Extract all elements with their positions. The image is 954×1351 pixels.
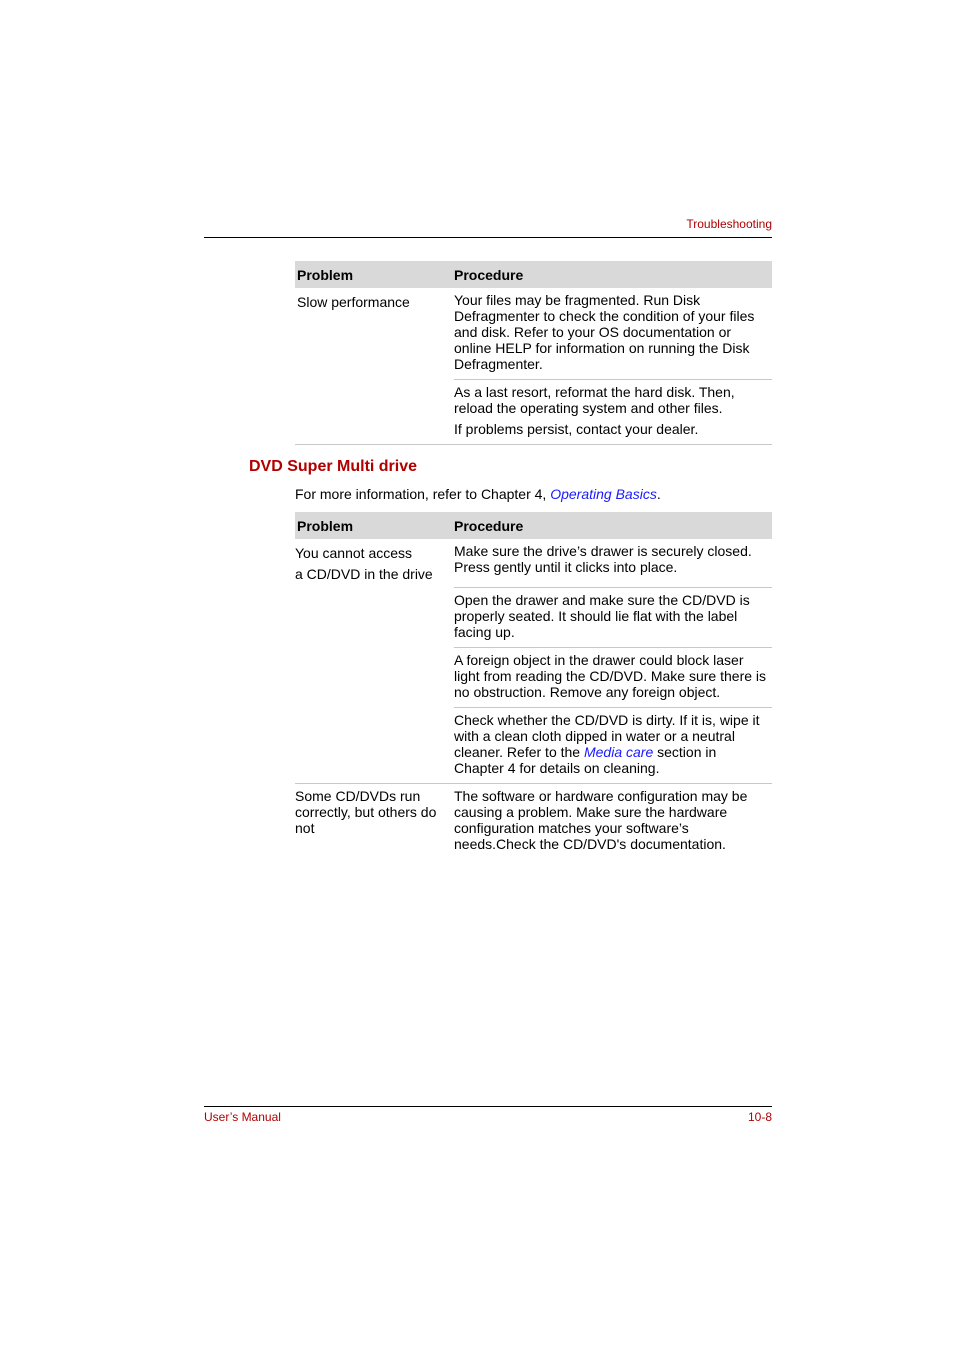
procedure-step: [454, 539, 772, 588]
procedure-cell: [454, 288, 772, 444]
running-header: Troubleshooting: [686, 217, 772, 231]
problem-text: You cannot access: [295, 545, 413, 561]
footer-rule: [204, 1106, 772, 1107]
procedure-cell: [454, 539, 772, 783]
procedure-text: As a last resort, reformat the hard disk. Then, reload the operating system and other files.: [454, 384, 735, 416]
table-row: [295, 539, 772, 784]
column-header-problem: Problem: [297, 266, 354, 283]
procedure-text: Your files may be fragmented. Run Disk Defragmenter to check the condition of your files and disk. Refer to your OS documentation or online HELP for information on running the Disk Defragmenter.: [454, 292, 755, 372]
procedure-text-part: section in Chapter 4 for details on cleaning.: [454, 744, 717, 776]
problem-text: Some CD/DVDs run correctly, but others do not: [295, 788, 437, 836]
procedure-step: [454, 708, 772, 783]
page-number: 10-8: [747, 1110, 772, 1124]
problem-text: Slow performance: [297, 294, 410, 310]
table-header-row: [295, 261, 772, 288]
procedure-text: A foreign object in the drawer could block laser light from reading the CD/DVD. Make sure there is no obstruction. Remove any foreign object.: [454, 652, 767, 700]
procedure-cell: [454, 784, 772, 859]
procedure-step: [454, 288, 772, 380]
footer-manual-title: User’s Manual: [204, 1110, 281, 1124]
table-row: [295, 784, 772, 859]
procedure-text-part: Check whether the CD/DVD is dirty. If it is, wipe it with a clean cloth dipped in water or a neutral cleaner. Refer to the: [454, 712, 760, 760]
procedure-text: Make sure the drive’s drawer is securely closed. Press gently until it clicks into place.: [454, 543, 752, 575]
procedure-step: [454, 588, 772, 648]
intro-suffix: .: [656, 486, 661, 502]
problem-text: a CD/DVD in the drive: [295, 566, 433, 582]
column-header-procedure: Procedure: [454, 517, 524, 534]
column-header-procedure: Procedure: [454, 266, 524, 283]
procedure-step: [454, 784, 772, 859]
table-header-row: [295, 512, 772, 539]
procedure-step: [454, 648, 772, 708]
troubleshooting-table-dvd: [295, 512, 772, 859]
section-intro: [295, 486, 661, 502]
problem-cell: [295, 288, 454, 444]
table-row: [295, 288, 772, 445]
troubleshooting-table-disk: [295, 261, 772, 445]
operating-basics-link[interactable]: Operating Basics: [550, 486, 657, 502]
procedure-text: The software or hardware configuration may be causing a problem. Make sure the hardware configuration matches your software’s needs.Check the CD/DVD's documentation.: [454, 788, 748, 852]
problem-cell: [295, 539, 454, 783]
column-header-problem: Problem: [297, 517, 354, 534]
procedure-text: If problems persist, contact your dealer.: [454, 421, 699, 437]
procedure-text: Open the drawer and make sure the CD/DVD is properly seated. It should lie flat with the label facing up.: [454, 592, 750, 640]
problem-cell: [295, 784, 454, 859]
intro-text: For more information, refer to Chapter 4,: [295, 486, 551, 502]
procedure-text: [454, 712, 766, 776]
section-heading: DVD Super Multi drive: [249, 458, 418, 475]
header-rule: [204, 237, 772, 238]
media-care-link[interactable]: Media care: [583, 744, 654, 760]
procedure-step: [454, 380, 772, 444]
